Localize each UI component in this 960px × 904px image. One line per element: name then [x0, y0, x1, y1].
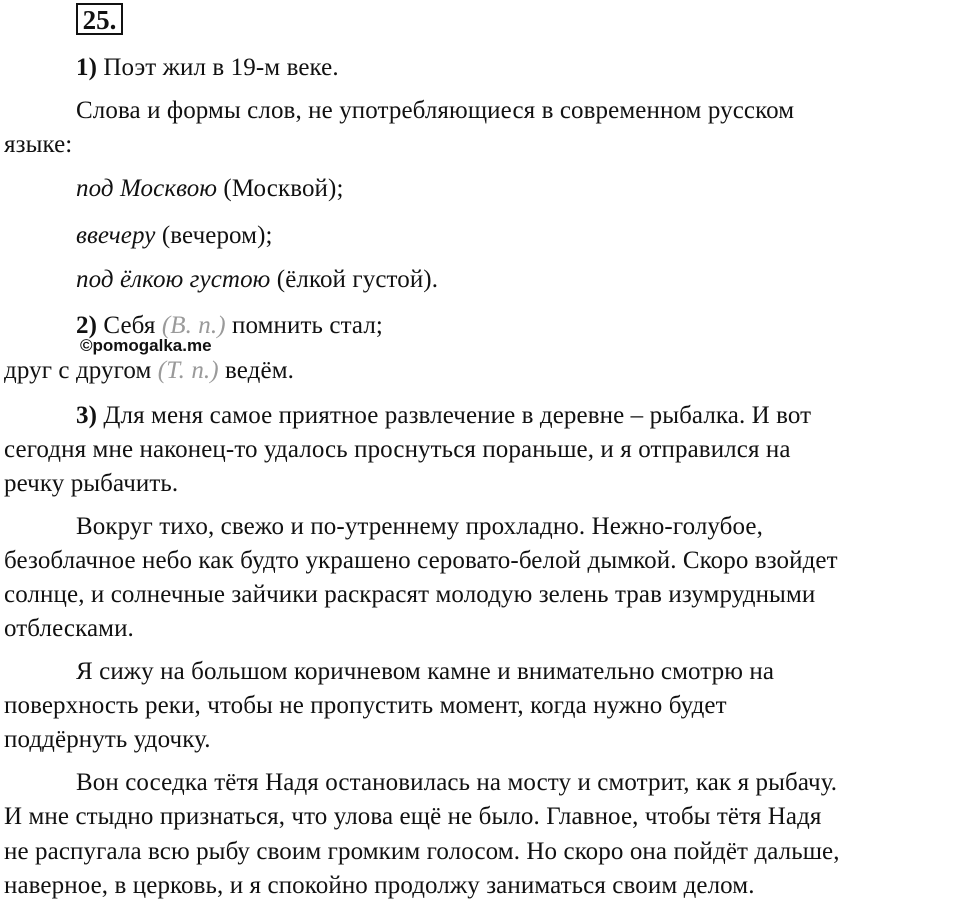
- paragraph-text: Для меня самое приятное развлечение в деревне – рыбалка. И вот: [97, 402, 812, 429]
- modern-form: (ёлкой густой).: [270, 266, 439, 293]
- paragraph-line: солнце, и солнечные зайчики раскрасят молодую зелень трав изумрудными: [4, 581, 816, 608]
- modern-form: (Москвой);: [217, 175, 344, 202]
- archaic-item: [76, 218, 273, 254]
- modern-form: (вечером);: [155, 222, 273, 249]
- case-annotation: (Т. п.): [157, 357, 219, 384]
- paragraph-line: поддёрнуть удочку.: [4, 726, 211, 753]
- paragraph-line: сегодня мне наконец-то удалось проснуться пораньше, и я отправился на: [4, 436, 791, 463]
- paragraph-line: безоблачное небо как будто украшено серовато-белой дымкой. Скоро взойдет: [4, 547, 838, 574]
- paragraph-line: поверхность реки, чтобы не пропустить момент, когда нужно будет: [4, 692, 727, 719]
- archaic-form: ввечеру: [76, 222, 156, 249]
- paragraph-line: Я сижу на большом коричневом камне и внимательно смотрю на: [76, 658, 775, 685]
- case-annotation: (В. п.): [161, 312, 226, 339]
- archaic-item: [76, 262, 438, 298]
- part3-marker: 3): [76, 402, 98, 429]
- exercise-number: 25.: [76, 3, 123, 35]
- paragraph-line: Вон соседка тётя Надя остановилась на мосту и смотрит, как я рыбачу.: [76, 769, 838, 796]
- part1-text: Поэт жил в 19-м веке.: [97, 54, 339, 81]
- archaic-form: под ёлкою густою: [76, 266, 271, 293]
- part2-text: ведём.: [218, 357, 294, 384]
- part3-line-1: [76, 398, 811, 434]
- intro-line-2: языке:: [4, 131, 73, 158]
- part2-text: друг с другом: [4, 357, 158, 384]
- paragraph-line: отблесками.: [4, 615, 134, 642]
- watermark: ©pomogalka.me: [80, 336, 212, 355]
- paragraph-line: Вокруг тихо, свежо и по-утреннему прохладно. Нежно-голубое,: [76, 513, 763, 540]
- part1-line: [76, 50, 339, 86]
- archaic-item: [76, 171, 344, 207]
- paragraph-line: не распугала всю рыбу своим громким голосом. Но скоро она пойдёт дальше,: [4, 838, 840, 865]
- archaic-form: под Москвою: [76, 175, 218, 202]
- part2-marker: 2): [76, 312, 98, 339]
- intro-line-1: Слова и формы слов, не употребляющиеся в современном русском: [76, 97, 795, 124]
- part2-text: помнить стал;: [225, 312, 383, 339]
- part1-marker: 1): [76, 54, 98, 81]
- part2-line-2: [4, 353, 294, 389]
- paragraph-line: речку рыбачить.: [4, 470, 179, 497]
- part2-text: Себя: [97, 312, 162, 339]
- paragraph-line: И мне стыдно признаться, что улова ещё не было. Главное, чтобы тётя Надя: [4, 803, 822, 830]
- paragraph-line: наверное, в церковь, и я спокойно продолжу заниматься своим делом.: [4, 872, 755, 899]
